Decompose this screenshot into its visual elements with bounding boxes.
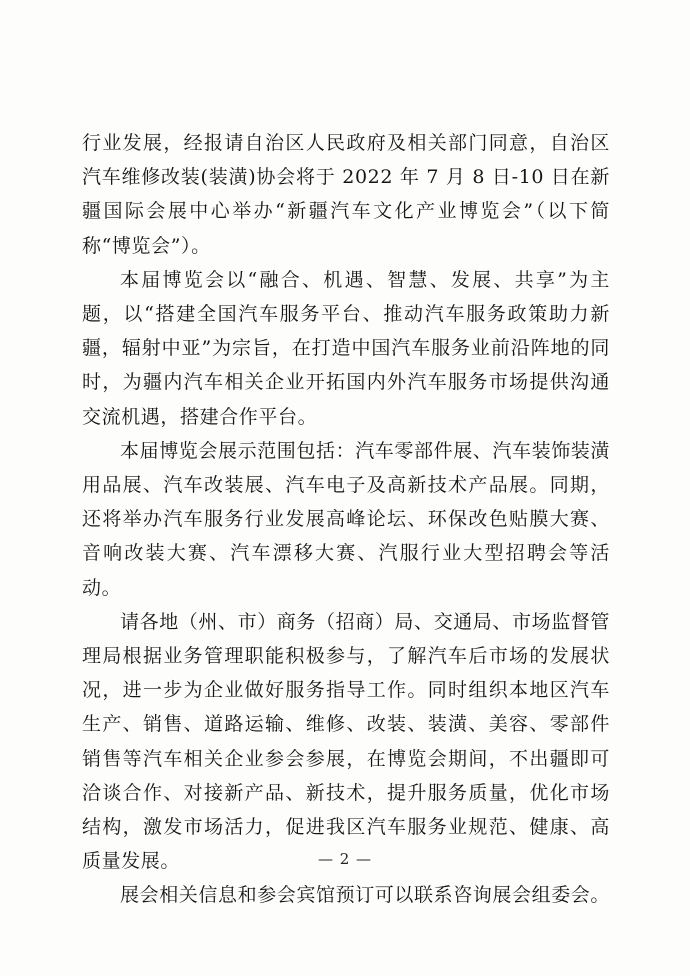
paragraph: 本届博览会展示范围包括：汽车零部件展、汽车装饰装潢用品展、汽车改装展、汽车电子及高新技术产品展。同期，还将举办汽车服务行业发展高峰论坛、环保改色贴膜大赛、音响改装大赛、汽车漂移大赛、汽服行业大型招聘会等活动。 <box>82 439 611 599</box>
paragraph: 行业发展，经报请自治区人民政府及相关部门同意，自治区汽车维修改装(装潢)协会将于 2022 年 7 月 8 日-10 日在新疆国际会展中心举办“新疆汽车文化产业博览会”（以下简称“博览会”）。 <box>82 132 610 257</box>
paragraph: 本届博览会以“融合、机遇、智慧、发展、共享”为主题，以“搭建全国汽车服务平台、推动汽车服务政策助力新疆，辐射中亚”为宗旨，在打造中国汽车服务业前沿阵地的同时，为疆内汽车相关企业开拓国内外汽车服务市场提供沟通交流机遇，搭建合作平台。 <box>82 268 610 428</box>
page-number: — 2 — <box>317 850 373 868</box>
body-text <box>82 126 610 913</box>
paragraph: 请各地（州、市）商务（招商）局、交通局、市场监督管理局根据业务管理职能积极参与，了解汽车后市场的发展状况，进一步为企业做好服务指导工作。同时组织本地区汽车生产、销售、道路运输、维修、改装、装潢、美容、零部件销售等汽车相关企业参会参展，在博览会期间，不出疆即可洽谈合作、对接新产品、新技术，提升服务质量，优化市场结构，激发市场活力，促进我区汽车服务业规范、健康、高质量发展。 <box>82 610 611 873</box>
paragraph: 展会相关信息和参会宾馆预订可以联系咨询展会组委会。 <box>120 884 611 907</box>
